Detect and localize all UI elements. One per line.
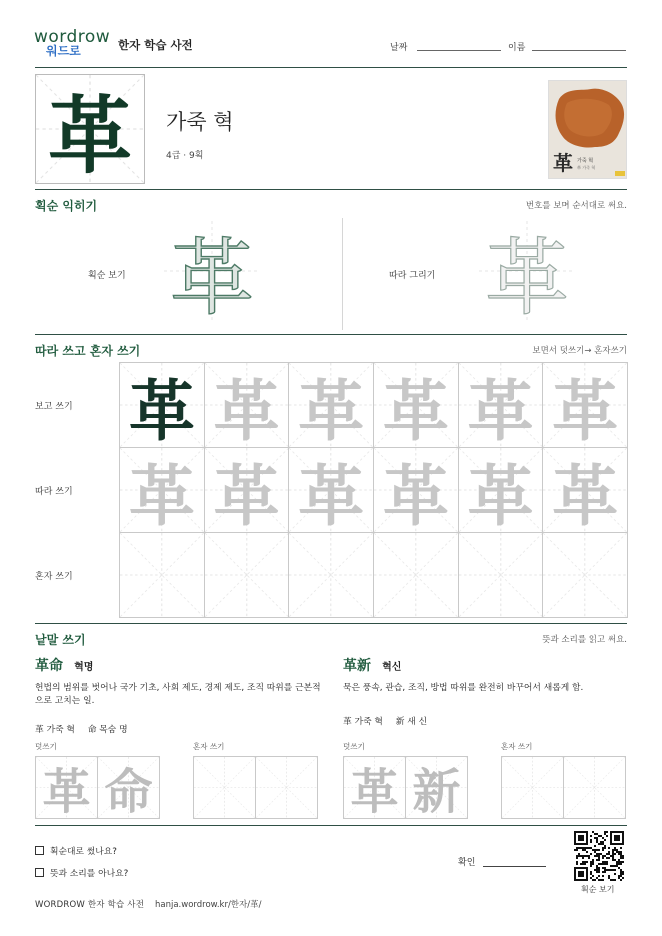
word1-heading xyxy=(35,655,93,675)
word-trace-hanja: 新 xyxy=(412,764,461,819)
thumbnail-caption: 가죽 혁 xyxy=(577,158,594,164)
word1-reading: 혁명 xyxy=(74,662,94,673)
words-title: 낱말 쓰기 xyxy=(35,633,86,647)
word1-definition: 헌법의 범위를 벗어나 국가 기초, 사회 제도, 경제 제도, 조직 따위를 근본적으로 고치는 일. xyxy=(35,683,321,706)
date-label: 날짜 xyxy=(390,43,408,53)
practice-cell-alone[interactable] xyxy=(458,532,544,618)
word2-alone-box[interactable] xyxy=(501,756,564,819)
practice-title: 따라 쓰고 혼자 쓰기 xyxy=(35,344,141,358)
trace-hanja: 革 xyxy=(467,371,534,448)
practice-cell-trace[interactable] xyxy=(373,447,459,533)
stroke-section-hint: 번호를 보며 순서대로 써요. xyxy=(525,201,627,211)
trace-hanja: 革 xyxy=(213,371,280,448)
word2-trace-box[interactable] xyxy=(405,756,468,819)
hero-divider xyxy=(35,189,627,190)
hero-hanja-box xyxy=(35,74,145,184)
checklist-item-2-label: 뜻과 소리를 아나요? xyxy=(50,869,129,879)
word2-definition: 묵은 풍속, 관습, 조직, 방법 따위를 완전히 바꾸어서 새롭게 함. xyxy=(343,683,584,693)
word-trace-hanja: 革 xyxy=(350,764,399,819)
trace-hanja: 革 xyxy=(467,456,534,533)
word1-trace-box[interactable] xyxy=(97,756,160,819)
checklist-item-1[interactable] xyxy=(35,844,117,857)
practice-cell-trace[interactable] xyxy=(542,447,628,533)
footer-brand: WORDROW 한자 학습 사전 xyxy=(35,900,145,910)
trace-hanja: 革 xyxy=(552,456,619,533)
words-divider xyxy=(35,825,627,826)
practice-cell-trace[interactable] xyxy=(119,447,205,533)
practice-cell-alone[interactable] xyxy=(119,532,205,618)
word2-alone-box[interactable] xyxy=(563,756,626,819)
practice-cell-alone[interactable] xyxy=(288,532,374,618)
header-title: 한자 학습 사전 xyxy=(118,38,193,52)
meaning-sound: 가죽 혁 xyxy=(166,110,234,134)
practice-cell-trace[interactable] xyxy=(204,447,290,533)
trace-hanja: 革 xyxy=(298,371,365,448)
date-field[interactable] xyxy=(417,50,501,51)
word-trace-hanja: 命 xyxy=(104,764,153,819)
practice-cell-trace[interactable] xyxy=(288,447,374,533)
logo xyxy=(34,29,114,57)
word1-alone-box[interactable] xyxy=(255,756,318,819)
word2-char1: 革 가죽 혁 xyxy=(343,717,383,727)
checkbox-icon[interactable] xyxy=(35,846,44,855)
name-field[interactable] xyxy=(532,50,626,51)
practice-cell-see[interactable] xyxy=(119,362,205,448)
word1-alone-box[interactable] xyxy=(193,756,256,819)
trace-hanja: 革 xyxy=(128,456,195,533)
row-label-trace: 따라 쓰기 xyxy=(35,487,73,497)
practice-cell-see[interactable] xyxy=(204,362,290,448)
practice-cell-trace[interactable] xyxy=(458,447,544,533)
stroke-view-hanja: 革 xyxy=(169,228,254,327)
thumbnail-image xyxy=(548,80,627,179)
stroke-column-divider xyxy=(342,218,343,330)
stroke-trace-hanja: 革 xyxy=(484,228,569,327)
word2-heading xyxy=(343,655,401,675)
practice-cell-see[interactable] xyxy=(542,362,628,448)
confirm-field[interactable] xyxy=(483,866,546,867)
word1-trace-label: 덧쓰기 xyxy=(35,742,57,751)
footer-url[interactable]: hanja.wordrow.kr/한자/革/ xyxy=(155,900,262,910)
stroke-divider xyxy=(35,334,627,335)
trace-hanja: 革 xyxy=(382,371,449,448)
practice-divider xyxy=(35,623,627,624)
stroke-section-title: 획순 익히기 xyxy=(35,199,98,213)
word1-hanja: 革命 xyxy=(35,658,63,674)
header-divider xyxy=(35,67,627,68)
word2-reading: 혁신 xyxy=(382,662,402,673)
row-label-alone: 혼자 쓰기 xyxy=(35,572,73,582)
word1-char1: 革 가죽 혁 xyxy=(35,725,75,735)
trace-hanja: 革 xyxy=(382,456,449,533)
practice-cell-alone[interactable] xyxy=(542,532,628,618)
checkbox-icon[interactable] xyxy=(35,868,44,877)
practice-cell-alone[interactable] xyxy=(373,532,459,618)
checklist-item-2[interactable] xyxy=(35,866,128,879)
word1-char2: 命 목숨 명 xyxy=(87,725,128,735)
stroke-view-box xyxy=(164,221,260,327)
word1-chars xyxy=(35,722,128,735)
word2-chars xyxy=(343,714,427,727)
stroke-trace-label: 따라 그리기 xyxy=(389,271,436,281)
confirm-label: 확인 xyxy=(458,858,476,868)
stroke-view-label: 획순 보기 xyxy=(88,271,126,281)
practice-hint: 보면서 덧쓰기→ 혼자쓰기 xyxy=(532,346,627,356)
name-label: 이름 xyxy=(508,43,526,53)
hero-hanja: 革 xyxy=(47,85,132,184)
qr-code[interactable] xyxy=(574,831,624,881)
logo-korean: 워드로 xyxy=(46,44,81,58)
practice-cell-alone[interactable] xyxy=(204,532,290,618)
word1-alone-label: 혼자 쓰기 xyxy=(193,742,225,751)
word2-alone-label: 혼자 쓰기 xyxy=(501,742,533,751)
thumbnail-small: 革 가죽 혁 xyxy=(577,165,596,170)
stroke-trace-box[interactable] xyxy=(479,221,575,327)
practice-cell-see[interactable] xyxy=(288,362,374,448)
trace-hanja: 革 xyxy=(213,456,280,533)
word-trace-hanja: 革 xyxy=(42,764,91,819)
trace-hanja: 革 xyxy=(298,456,365,533)
model-hanja: 革 xyxy=(128,371,195,448)
qr-label: 획순 보기 xyxy=(581,885,615,894)
trace-hanja: 革 xyxy=(552,371,619,448)
practice-grid xyxy=(119,362,627,617)
thumbnail-hanja: 革 xyxy=(553,151,573,175)
row-label-see: 보고 쓰기 xyxy=(35,402,73,412)
word2-trace-box[interactable] xyxy=(343,756,406,819)
words-hint: 뜻과 소리를 읽고 써요. xyxy=(542,635,627,645)
practice-cell-see[interactable] xyxy=(373,362,459,448)
word1-trace-box[interactable] xyxy=(35,756,98,819)
word2-char2: 新 새 신 xyxy=(395,717,428,727)
word2-hanja: 革新 xyxy=(343,658,371,674)
thumbnail-badge xyxy=(615,171,625,176)
word2-trace-label: 덧쓰기 xyxy=(343,742,365,751)
practice-cell-see[interactable] xyxy=(458,362,544,448)
checklist-item-1-label: 획순대로 썼나요? xyxy=(50,847,117,857)
logo-wordmark: wordrow xyxy=(34,27,111,47)
grade-strokes: 4급 · 9획 xyxy=(166,151,204,161)
